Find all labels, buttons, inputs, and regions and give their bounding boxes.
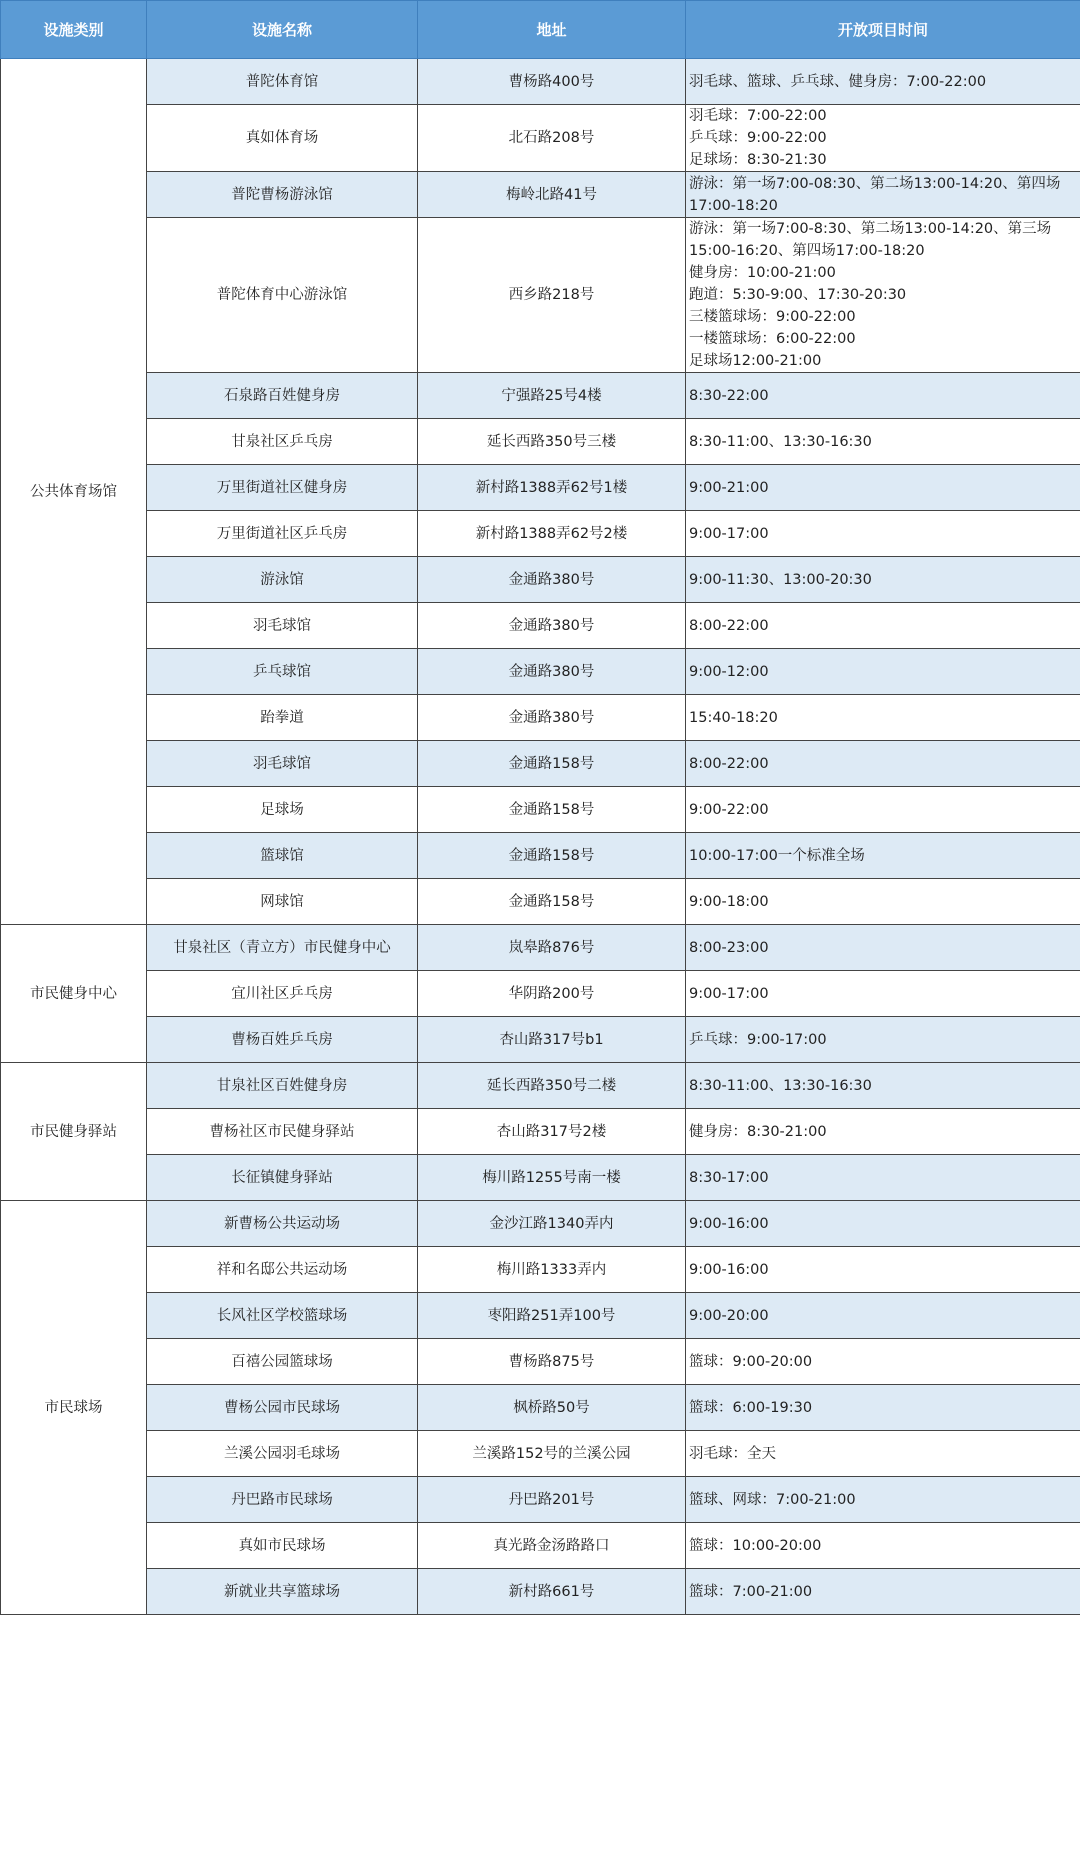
hours-line: 羽毛球：7:00-22:00 (689, 108, 827, 124)
facility-name-cell: 普陀曹杨游泳馆 (147, 172, 418, 218)
address-cell: 金通路380号 (418, 695, 686, 741)
hours-line: 足球场12:00-21:00 (689, 353, 822, 369)
hours-cell (686, 1063, 1080, 1109)
table-row (1, 419, 1080, 465)
table-row (1, 1201, 1080, 1247)
address-cell: 金通路380号 (418, 649, 686, 695)
facility-name-cell: 百禧公园篮球场 (147, 1339, 418, 1385)
table-row (1, 833, 1080, 879)
header-row (1, 1, 1080, 59)
hours-line: 8:30-22:00 (689, 387, 769, 404)
address-cell: 曹杨路875号 (418, 1339, 686, 1385)
hours-line: 9:00-17:00 (689, 525, 769, 542)
hours-cell (686, 1477, 1080, 1523)
hours-line: 乒乓球：9:00-17:00 (689, 1031, 827, 1048)
hours-cell (686, 1155, 1080, 1201)
table-row (1, 557, 1080, 603)
hours-line: 8:00-22:00 (689, 617, 769, 634)
facility-name-cell: 新就业共享篮球场 (147, 1569, 418, 1615)
table-row (1, 1155, 1080, 1201)
hours-cell (686, 603, 1080, 649)
hours-cell (686, 59, 1080, 105)
hours-line: 8:00-23:00 (689, 939, 769, 956)
hours-line: 15:40-18:20 (689, 709, 778, 726)
hours-cell (686, 105, 1080, 172)
address-cell: 金沙江路1340弄内 (418, 1201, 686, 1247)
table-row (1, 1385, 1080, 1431)
table-row (1, 373, 1080, 419)
hours-cell (686, 649, 1080, 695)
hours-line: 10:00-17:00一个标准全场 (689, 847, 865, 864)
header-address: 地址 (418, 1, 686, 59)
facility-name-cell: 曹杨公园市民球场 (147, 1385, 418, 1431)
table-row (1, 787, 1080, 833)
hours-line: 篮球：7:00-21:00 (689, 1583, 813, 1600)
table-row (1, 1293, 1080, 1339)
facility-name-cell: 万里街道社区乒乓房 (147, 511, 418, 557)
hours-line: 足球场：8:30-21:30 (689, 152, 827, 168)
address-cell: 枫桥路50号 (418, 1385, 686, 1431)
hours-line: 篮球：6:00-19:30 (689, 1399, 813, 1416)
facility-name-cell: 真如体育场 (147, 105, 418, 172)
address-cell: 真光路金汤路路口 (418, 1523, 686, 1569)
hours-cell (686, 1569, 1080, 1615)
hours-cell (686, 373, 1080, 419)
address-cell: 金通路158号 (418, 741, 686, 787)
table-row (1, 105, 1080, 172)
category-cell: 市民球场 (1, 1201, 147, 1615)
table-row (1, 1339, 1080, 1385)
facility-name-cell: 跆拳道 (147, 695, 418, 741)
table-row (1, 1523, 1080, 1569)
table-row (1, 59, 1080, 105)
hours-line: 篮球、网球：7:00-21:00 (689, 1491, 856, 1508)
hours-line: 9:00-20:00 (689, 1307, 769, 1324)
facility-name-cell: 甘泉社区（青立方）市民健身中心 (147, 925, 418, 971)
hours-line: 游泳：第一场7:00-08:30、第二场13:00-14:20、第四场17:00-18:20 (689, 175, 1061, 214)
hours-cell (686, 925, 1080, 971)
address-cell: 杏山路317号2楼 (418, 1109, 686, 1155)
address-cell: 宁强路25号4楼 (418, 373, 686, 419)
hours-line: 9:00-11:30、13:00-20:30 (689, 571, 872, 588)
facility-name-cell: 真如市民球场 (147, 1523, 418, 1569)
table-row (1, 1063, 1080, 1109)
hours-line: 9:00-22:00 (689, 801, 769, 818)
hours-line: 8:30-17:00 (689, 1169, 769, 1186)
facility-name-cell: 曹杨社区市民健身驿站 (147, 1109, 418, 1155)
hours-line: 9:00-12:00 (689, 663, 769, 680)
address-cell: 梅川路1333弄内 (418, 1247, 686, 1293)
facility-name-cell: 新曹杨公共运动场 (147, 1201, 418, 1247)
hours-cell (686, 1523, 1080, 1569)
facility-name-cell: 普陀体育馆 (147, 59, 418, 105)
hours-line: 8:30-11:00、13:30-16:30 (689, 433, 872, 450)
hours-cell (686, 557, 1080, 603)
hours-cell (686, 1385, 1080, 1431)
facility-name-cell: 篮球馆 (147, 833, 418, 879)
address-cell: 北石路208号 (418, 105, 686, 172)
facility-name-cell: 宜川社区乒乓房 (147, 971, 418, 1017)
hours-line: 9:00-17:00 (689, 985, 769, 1002)
hours-cell (686, 787, 1080, 833)
address-cell: 金通路380号 (418, 603, 686, 649)
facility-name-cell: 乒乓球馆 (147, 649, 418, 695)
hours-line: 篮球：10:00-20:00 (689, 1537, 822, 1554)
table-row (1, 1109, 1080, 1155)
hours-cell (686, 465, 1080, 511)
hours-line: 8:30-11:00、13:30-16:30 (689, 1077, 872, 1094)
table-row (1, 1569, 1080, 1615)
hours-cell (686, 1201, 1080, 1247)
facility-name-cell: 丹巴路市民球场 (147, 1477, 418, 1523)
hours-line: 跑道：5:30-9:00、17:30-20:30 (689, 287, 907, 303)
hours-line: 羽毛球、篮球、乒乓球、健身房：7:00-22:00 (689, 73, 987, 90)
address-cell: 兰溪路152号的兰溪公园 (418, 1431, 686, 1477)
address-cell: 金通路380号 (418, 557, 686, 603)
facility-name-cell: 长风社区学校篮球场 (147, 1293, 418, 1339)
address-cell: 延长西路350号三楼 (418, 419, 686, 465)
address-cell: 岚皋路876号 (418, 925, 686, 971)
table-row (1, 1431, 1080, 1477)
table-row (1, 649, 1080, 695)
hours-line: 9:00-16:00 (689, 1261, 769, 1278)
hours-cell (686, 1339, 1080, 1385)
table-row (1, 218, 1080, 373)
hours-line: 9:00-16:00 (689, 1215, 769, 1232)
address-cell: 丹巴路201号 (418, 1477, 686, 1523)
facility-name-cell: 祥和名邸公共运动场 (147, 1247, 418, 1293)
hours-line: 9:00-21:00 (689, 479, 769, 496)
hours-line: 篮球：9:00-20:00 (689, 1353, 813, 1370)
facility-name-cell: 网球馆 (147, 879, 418, 925)
hours-cell (686, 511, 1080, 557)
table-row (1, 1247, 1080, 1293)
hours-line: 9:00-18:00 (689, 893, 769, 910)
address-cell: 梅岭北路41号 (418, 172, 686, 218)
category-cell: 公共体育场馆 (1, 59, 147, 925)
hours-cell (686, 1109, 1080, 1155)
hours-cell (686, 419, 1080, 465)
table-row (1, 695, 1080, 741)
hours-line: 健身房：10:00-21:00 (689, 265, 836, 281)
facility-name-cell: 万里街道社区健身房 (147, 465, 418, 511)
address-cell: 梅川路1255号南一楼 (418, 1155, 686, 1201)
address-cell: 金通路158号 (418, 833, 686, 879)
hours-cell (686, 218, 1080, 373)
header-hours: 开放项目时间 (686, 1, 1080, 59)
hours-cell (686, 1293, 1080, 1339)
address-cell: 金通路158号 (418, 787, 686, 833)
table-row (1, 879, 1080, 925)
hours-cell (686, 1017, 1080, 1063)
hours-cell (686, 971, 1080, 1017)
table-row (1, 603, 1080, 649)
hours-line: 一楼篮球场：6:00-22:00 (689, 331, 856, 347)
header-name: 设施名称 (147, 1, 418, 59)
facility-name-cell: 曹杨百姓乒乓房 (147, 1017, 418, 1063)
hours-cell (686, 833, 1080, 879)
hours-line: 游泳：第一场7:00-8:30、第二场13:00-14:20、第三场15:00-16:20、第四场17:00-18:20 (689, 221, 1052, 259)
table-row (1, 511, 1080, 557)
category-cell: 市民健身驿站 (1, 1063, 147, 1201)
facility-name-cell: 足球场 (147, 787, 418, 833)
address-cell: 新村路1388弄62号2楼 (418, 511, 686, 557)
category-cell: 市民健身中心 (1, 925, 147, 1063)
address-cell: 延长西路350号二楼 (418, 1063, 686, 1109)
table-row (1, 1017, 1080, 1063)
facility-name-cell: 普陀体育中心游泳馆 (147, 218, 418, 373)
address-cell: 曹杨路400号 (418, 59, 686, 105)
hours-cell (686, 879, 1080, 925)
hours-line: 羽毛球：全天 (689, 1445, 776, 1462)
facility-name-cell: 游泳馆 (147, 557, 418, 603)
address-cell: 华阴路200号 (418, 971, 686, 1017)
facility-name-cell: 长征镇健身驿站 (147, 1155, 418, 1201)
hours-cell (686, 695, 1080, 741)
table-row (1, 925, 1080, 971)
table-row (1, 172, 1080, 218)
facility-name-cell: 羽毛球馆 (147, 741, 418, 787)
table-row (1, 1477, 1080, 1523)
table-body (1, 59, 1080, 1615)
hours-line: 三楼篮球场：9:00-22:00 (689, 309, 856, 325)
address-cell: 新村路661号 (418, 1569, 686, 1615)
address-cell: 新村路1388弄62号1楼 (418, 465, 686, 511)
table-row (1, 971, 1080, 1017)
facility-name-cell: 甘泉社区百姓健身房 (147, 1063, 418, 1109)
hours-line: 8:00-22:00 (689, 755, 769, 772)
facility-name-cell: 石泉路百姓健身房 (147, 373, 418, 419)
facility-name-cell: 羽毛球馆 (147, 603, 418, 649)
table-row (1, 465, 1080, 511)
facility-name-cell: 甘泉社区乒乓房 (147, 419, 418, 465)
address-cell: 杏山路317号b1 (418, 1017, 686, 1063)
hours-cell (686, 172, 1080, 218)
facility-name-cell: 兰溪公园羽毛球场 (147, 1431, 418, 1477)
address-cell: 西乡路218号 (418, 218, 686, 373)
table-row (1, 741, 1080, 787)
hours-cell (686, 1247, 1080, 1293)
hours-cell (686, 1431, 1080, 1477)
address-cell: 枣阳路251弄100号 (418, 1293, 686, 1339)
header-category: 设施类别 (1, 1, 147, 59)
hours-line: 健身房：8:30-21:00 (689, 1123, 827, 1140)
hours-cell (686, 741, 1080, 787)
hours-line: 乒乓球：9:00-22:00 (689, 130, 827, 146)
address-cell: 金通路158号 (418, 879, 686, 925)
